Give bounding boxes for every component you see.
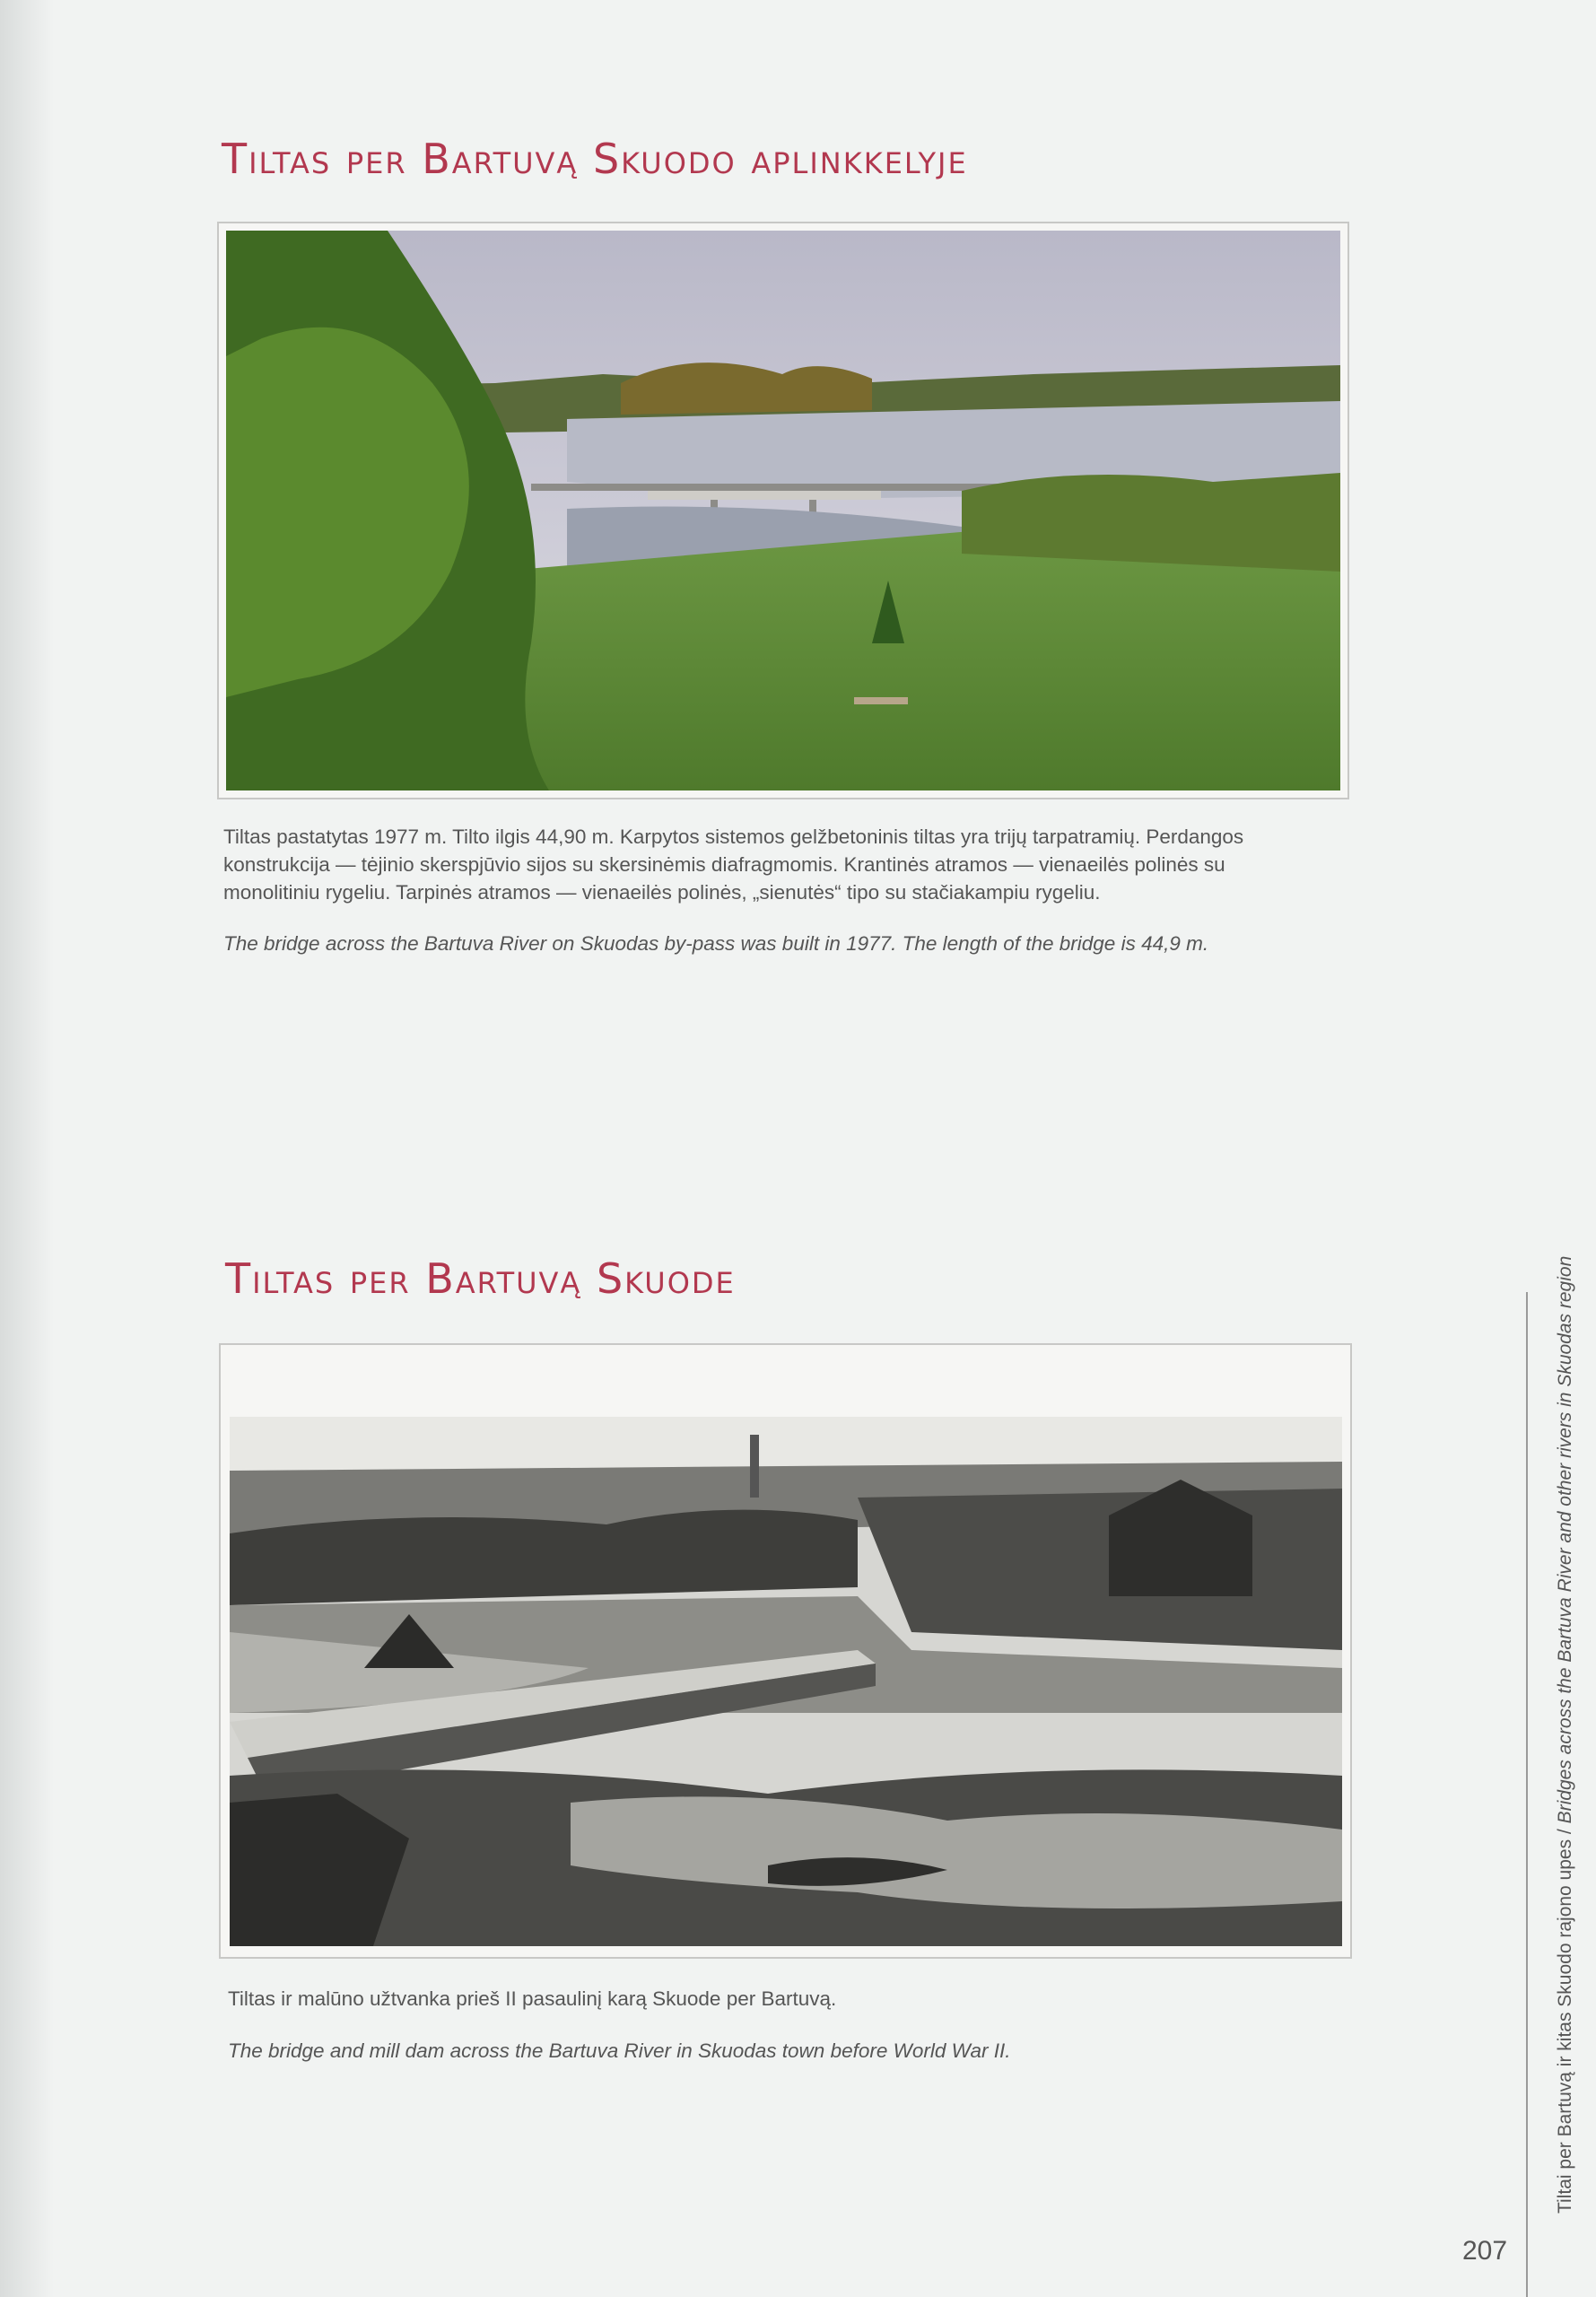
caption-en-skuodas-bridge: The bridge and mill dam across the Bartuva River in Skuodas town before World War II. xyxy=(228,2039,1011,2062)
caption-lt-skuodas-bridge: Tiltas ir malūno užtvanka prieš II pasaulinį karą Skuode per Bartuvą. xyxy=(228,1987,837,2010)
caption-en-bypass-bridge: The bridge across the Bartuva River on Skuodas by-pass was built in 1977. The length of the bridge is 44,9 m. xyxy=(223,932,1209,955)
section-title-skuodas-bridge: Tiltas per Bartuvą Skuode xyxy=(225,1254,736,1303)
running-head xyxy=(1555,1256,1576,2214)
running-head-lt: Tiltai per Bartuvą ir kitas Skuodo rajono upes / xyxy=(1555,1823,1575,2214)
caption-lt-bypass-bridge: Tiltas pastatytas 1977 m. Tilto ilgis 44,90 m. Karpytos sistemos gelžbetoninis tiltas yra trijų tarpatramių. Perdangos konstrukcija — tėjinio skerspjūvio sijos su skersinėmis diafragmomis. Krantinės atramos — vienaeilės polinės su monolitiniu rygeliu. Tarpinės atramos — vienaeilės polinės, „sienutės“ tipo su stačiakampiu rygeliu. xyxy=(223,825,1244,904)
page-number: 207 xyxy=(1462,2236,1508,2266)
photo-skuodas-bridge-historic xyxy=(230,1417,1342,1946)
running-head-en: Bridges across the Bartuva River and other rivers in Skuodas region xyxy=(1555,1255,1575,1824)
photo-bypass-bridge xyxy=(226,231,1340,790)
section-title-bypass-bridge: Tiltas per Bartuvą Skuodo aplinkkelyje xyxy=(222,135,968,183)
page-gutter-shade xyxy=(0,0,54,2297)
running-head-divider xyxy=(1526,1292,1528,2297)
photo-frame-bypass-bridge xyxy=(217,222,1349,799)
photo-frame-skuodas-bridge xyxy=(219,1343,1352,1959)
